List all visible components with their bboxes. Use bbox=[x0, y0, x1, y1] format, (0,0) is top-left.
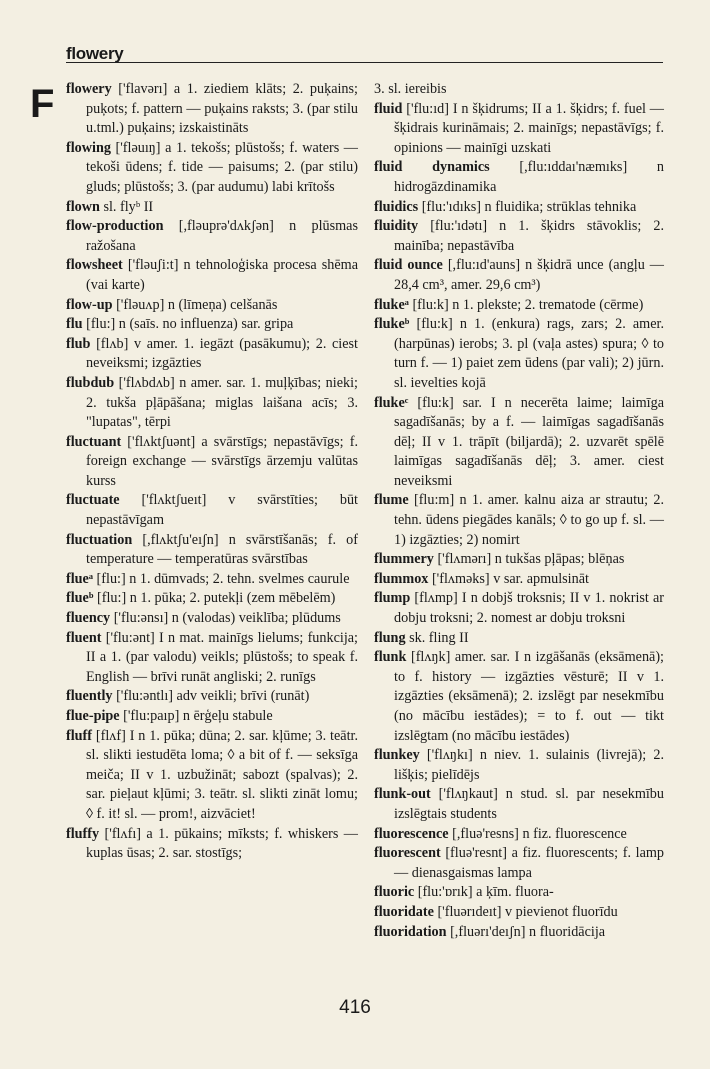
dictionary-entry bbox=[66, 825, 358, 864]
dictionary-entry bbox=[374, 746, 664, 785]
dictionary-entry bbox=[374, 825, 664, 845]
entry-definition: [,fləuprə'dʌkʃən] n plūsmas ražošana bbox=[86, 218, 358, 254]
headword: fluently bbox=[66, 688, 113, 705]
headword: flowery bbox=[66, 81, 112, 97]
entry-definition: [flʌf] I n 1. pūka; dūna; 2. sar. kļūme; 3. teātr. sl. slikti iestudēta loma; ◊ a bit of f. — seksīga meiča; II v 1. uzbužināt; sabozt (spalvas); 2. sar. pieļaut kļūmi; 3. teātr. sl. slikti zināt lomu; ◊ f. it! sl. — prom!, aizvāciet! bbox=[86, 727, 358, 822]
dictionary-entry bbox=[66, 727, 358, 825]
entry-definition: 3. sl. iereibis bbox=[374, 81, 447, 97]
entry-definition: [flʌmp] I n dobjš troksnis; II v 1. nokrist ar dobju troksni; 2. nomest ar dobju troksni bbox=[394, 590, 664, 627]
dictionary-entry bbox=[66, 570, 358, 590]
entry-definition: [,flu:ıddaı'næmıks] n hidrogāzdinamika bbox=[394, 159, 664, 195]
headword: flume bbox=[374, 492, 409, 509]
dictionary-entry bbox=[374, 296, 664, 316]
headword: fluctuation bbox=[66, 531, 133, 548]
entry-definition: [flu:k] n 1. plekste; 2. trematode (cērme) bbox=[408, 296, 644, 313]
headword: flowing bbox=[66, 139, 111, 156]
entry-definition: [flʌb] v amer. 1. iegāzt (pasākumu); 2. ciest neveiksmi; izgāzties bbox=[86, 335, 358, 372]
entry-definition: ['fləuʃi:t] n tehnoloģiska procesa shēma (vai karte) bbox=[86, 257, 358, 293]
entry-definition: [flu:m] n 1. amer. kalnu aiza ar strautu; 2. tehn. ūdens piegādes kanāls; ◊ to go up f. sl. — 1) izgāzties; 2) nomirt bbox=[394, 492, 664, 548]
entry-definition: ['flu:ənt] I n mat. mainīgs lielums; funkcija; II a 1. (par valodu) veikls; plūstošs; to speak f. English — brīvi runāt angliski; 2. runīgs bbox=[86, 629, 358, 685]
entry-definition: ['flu:ənsı] n (valodas) veiklība; plūdums bbox=[110, 610, 341, 627]
dictionary-entry bbox=[66, 629, 358, 688]
headword: flu bbox=[66, 316, 83, 333]
dictionary-entry bbox=[374, 100, 664, 159]
entry-definition: ['flu:paıp] n ērģeļu stabule bbox=[119, 708, 273, 724]
entry-definition: ['flʌbdʌb] n amer. sar. 1. muļķības; nieki; 2. tukša pļāpāšana; miglas laišana acīs; 3. "lupatas", tērpi bbox=[86, 374, 358, 431]
headword: flunk-out bbox=[374, 786, 431, 803]
headword: flummery bbox=[374, 551, 434, 568]
dictionary-entry bbox=[374, 570, 664, 590]
dictionary-entry bbox=[66, 589, 358, 609]
dictionary-entry bbox=[66, 296, 358, 316]
entry-definition: ['flu:ıd] I n šķidrums; II a 1. šķidrs; f. fuel — šķidrais kurināmais; 2. mainīgs; nepastāvīgs; f. opinions — mainīgi uzskati bbox=[394, 100, 664, 156]
headword: flunkey bbox=[374, 747, 420, 764]
entry-definition: ['flʌktʃueıt] v svārstīties; būt nepastāvīgam bbox=[86, 492, 358, 529]
dictionary-entry bbox=[66, 491, 358, 530]
dictionary-entry bbox=[374, 589, 664, 628]
dictionary-entry bbox=[66, 531, 358, 570]
entry-definition: ['flavərı] a 1. ziediem klāts; 2. puķains; puķots; f. pattern — puķains raksts; 3. (par stilu u.tml.) puķains; izskaistināts bbox=[86, 81, 358, 137]
headword: fluid dynamics bbox=[374, 159, 490, 176]
right-column bbox=[374, 80, 664, 942]
headword: flub bbox=[66, 335, 91, 352]
entry-definition: ['flʌmərı] n tukšas pļāpas; blēņas bbox=[433, 551, 625, 568]
headword: flueᵃ bbox=[66, 570, 93, 587]
dictionary-entry bbox=[374, 550, 664, 570]
entry-definition: ['flʌfı] a 1. pūkains; mīksts; f. whiskers — kuplas ūsas; 2. sar. stostīgs; bbox=[86, 825, 358, 862]
dictionary-entry bbox=[374, 80, 664, 100]
running-head: flowery bbox=[66, 44, 124, 63]
headword: flubdub bbox=[66, 374, 115, 391]
headword: flown bbox=[66, 198, 100, 215]
dictionary-entry bbox=[66, 433, 358, 492]
entry-definition: ['flʌktʃuənt] a svārstīgs; nepastāvīgs; f. foreign exchange — svārstīgs ārzemju valūtas kurss bbox=[86, 433, 358, 489]
headword: fluid bbox=[374, 100, 403, 117]
entry-definition: [flu:k] n 1. (enkura) rags, zars; 2. amer. (harpūnas) ierobs; 3. pl (vaļa astes) spura; ◊ to turn f. — 1) paiet zem ūdens (par vali); 2) jūrn. sl. ievelties kojā bbox=[394, 316, 664, 391]
headword: flueᵇ bbox=[66, 590, 94, 607]
entry-definition: ['flʌməks] v sar. apmulsināt bbox=[428, 570, 589, 587]
entry-definition: [flu:'ıdıks] n fluidika; strūklas tehnika bbox=[418, 198, 637, 215]
headword: fluff bbox=[66, 727, 93, 744]
dictionary-entry bbox=[66, 80, 358, 139]
headword: fluorescent bbox=[374, 845, 441, 862]
dictionary-entry bbox=[374, 883, 664, 903]
entry-definition: ['flʌŋkı] n niev. 1. sulainis (livrejā); 2. lišķis; pielīdējs bbox=[394, 747, 664, 783]
headword: fluid ounce bbox=[374, 257, 443, 274]
headword: flung bbox=[374, 629, 406, 646]
dictionary-entry bbox=[66, 139, 358, 198]
headword: fluoridation bbox=[374, 923, 447, 940]
headword: fluidics bbox=[374, 198, 419, 215]
entry-definition: [flu:'ɒrık] a ķīm. fluora- bbox=[414, 884, 554, 901]
dictionary-entry bbox=[374, 394, 664, 492]
dictionary-entry bbox=[66, 335, 358, 374]
headword: flukeᵃ bbox=[374, 296, 409, 313]
dictionary-entry bbox=[66, 217, 358, 256]
entry-definition: [flʌŋk] amer. sar. I n izgāšanās (eksāmenā); to f. history — izgāzties vēsturē; II v 1. izgāzties (eksāmenā); 2. izslēgt par nesekmību (no mācību iestādes); = to f. out — tikt izslēgtam (no mācību iestādes) bbox=[394, 649, 664, 744]
dictionary-entry bbox=[66, 256, 358, 295]
entry-definition: [fluə'resnt] a fiz. fluorescents; f. lamp — dienasgaismas lampa bbox=[394, 845, 664, 881]
dictionary-entry bbox=[374, 903, 664, 923]
headword: fluffy bbox=[66, 825, 100, 842]
dictionary-entry bbox=[374, 785, 664, 824]
headword: flowsheet bbox=[66, 257, 123, 274]
entry-definition: sk. fling II bbox=[405, 629, 469, 646]
headword: fluoridate bbox=[374, 903, 434, 920]
headword: fluent bbox=[66, 629, 102, 646]
entry-definition: [,fluərı'deıʃn] n fluoridācija bbox=[446, 923, 606, 940]
dictionary-entry bbox=[374, 629, 664, 649]
headword: fluorescence bbox=[374, 825, 449, 842]
dictionary-entry bbox=[374, 217, 664, 256]
headword: fluency bbox=[66, 610, 111, 627]
section-letter: F bbox=[30, 82, 55, 126]
dictionary-entry bbox=[374, 158, 664, 197]
entry-definition: sl. flyᵇ II bbox=[99, 198, 154, 215]
header-rule bbox=[66, 62, 663, 63]
entry-definition: ['flʌŋkaut] n stud. sl. par nesekmību izslēgtais students bbox=[394, 786, 664, 822]
entry-definition: [flu:] n 1. dūmvads; 2. tehn. svelmes caurule bbox=[93, 570, 350, 587]
headword: flow-production bbox=[66, 218, 164, 235]
dictionary-entry bbox=[66, 374, 358, 433]
dictionary-entry bbox=[374, 491, 664, 550]
entry-definition: ['fluərıdeıt] v pievienot fluorīdu bbox=[433, 903, 618, 920]
left-column bbox=[66, 80, 358, 864]
dictionary-entry bbox=[374, 315, 664, 393]
dictionary-entry bbox=[374, 256, 664, 295]
headword: fluctuant bbox=[66, 433, 122, 450]
entry-definition: [,flu:ıd'auns] n šķidrā unce (angļu — 28,4 cm³, amer. 29,6 cm³) bbox=[394, 257, 664, 293]
entry-definition: [flu:'ıdətı] n 1. šķidrs stāvoklis; 2. mainība; nepastāvība bbox=[394, 218, 664, 254]
headword: fluidity bbox=[374, 218, 419, 235]
entry-definition: ['fləuʌp] n (līmeņa) celšanās bbox=[112, 296, 278, 313]
headword: flunk bbox=[374, 649, 407, 666]
entry-definition: [,fluə'resns] n fiz. fluorescence bbox=[448, 825, 627, 842]
entry-definition: ['flu:əntlı] adv veikli; brīvi (runāt) bbox=[112, 688, 310, 705]
page-number: 416 bbox=[339, 997, 371, 1018]
headword: fluctuate bbox=[66, 492, 120, 509]
dictionary-entry bbox=[66, 707, 358, 727]
headword: flump bbox=[374, 590, 411, 607]
headword: flow-up bbox=[66, 296, 113, 313]
dictionary-entry bbox=[66, 609, 358, 629]
entry-definition: [,flʌktʃu'eıʃn] n svārstīšanās; f. of temperature — temperatūras svārstības bbox=[86, 531, 358, 568]
dictionary-entry bbox=[374, 198, 664, 218]
entry-definition: [flu:] n (saīs. no influenza) sar. gripa bbox=[82, 316, 294, 333]
dictionary-entry bbox=[374, 923, 664, 943]
entry-definition: [flu:k] sar. I n necerēta laime; laimīga sagadīšanās; by a f. — laimīgas sagadīšanās dēļ; II v 1. trāpīt (biljardā); 2. uzvarēt spēlē laimīgas sagadīšanās dēļ; 3. amer. ciest neveiksmi bbox=[394, 394, 664, 489]
headword: flukeᵇ bbox=[374, 316, 410, 333]
headword: flummox bbox=[374, 570, 429, 587]
headword: flukeᶜ bbox=[374, 394, 409, 411]
headword: flue-pipe bbox=[66, 708, 120, 724]
entry-definition: [flu:] n 1. pūka; 2. putekļi (zem mēbelēm) bbox=[93, 590, 336, 607]
dictionary-entry bbox=[374, 648, 664, 746]
dictionary-entry bbox=[66, 315, 358, 335]
dictionary-entry bbox=[66, 687, 358, 707]
dictionary-entry bbox=[66, 198, 358, 218]
entry-definition: ['fləuıŋ] a 1. tekošs; plūstošs; f. waters — tekoši ūdens; f. tide — paisums; 2. (par stilu) gluds; plūstošs; 3. (par audumu) labi krītošs bbox=[86, 139, 358, 195]
dictionary-entry bbox=[374, 844, 664, 883]
headword: fluoric bbox=[374, 884, 415, 901]
